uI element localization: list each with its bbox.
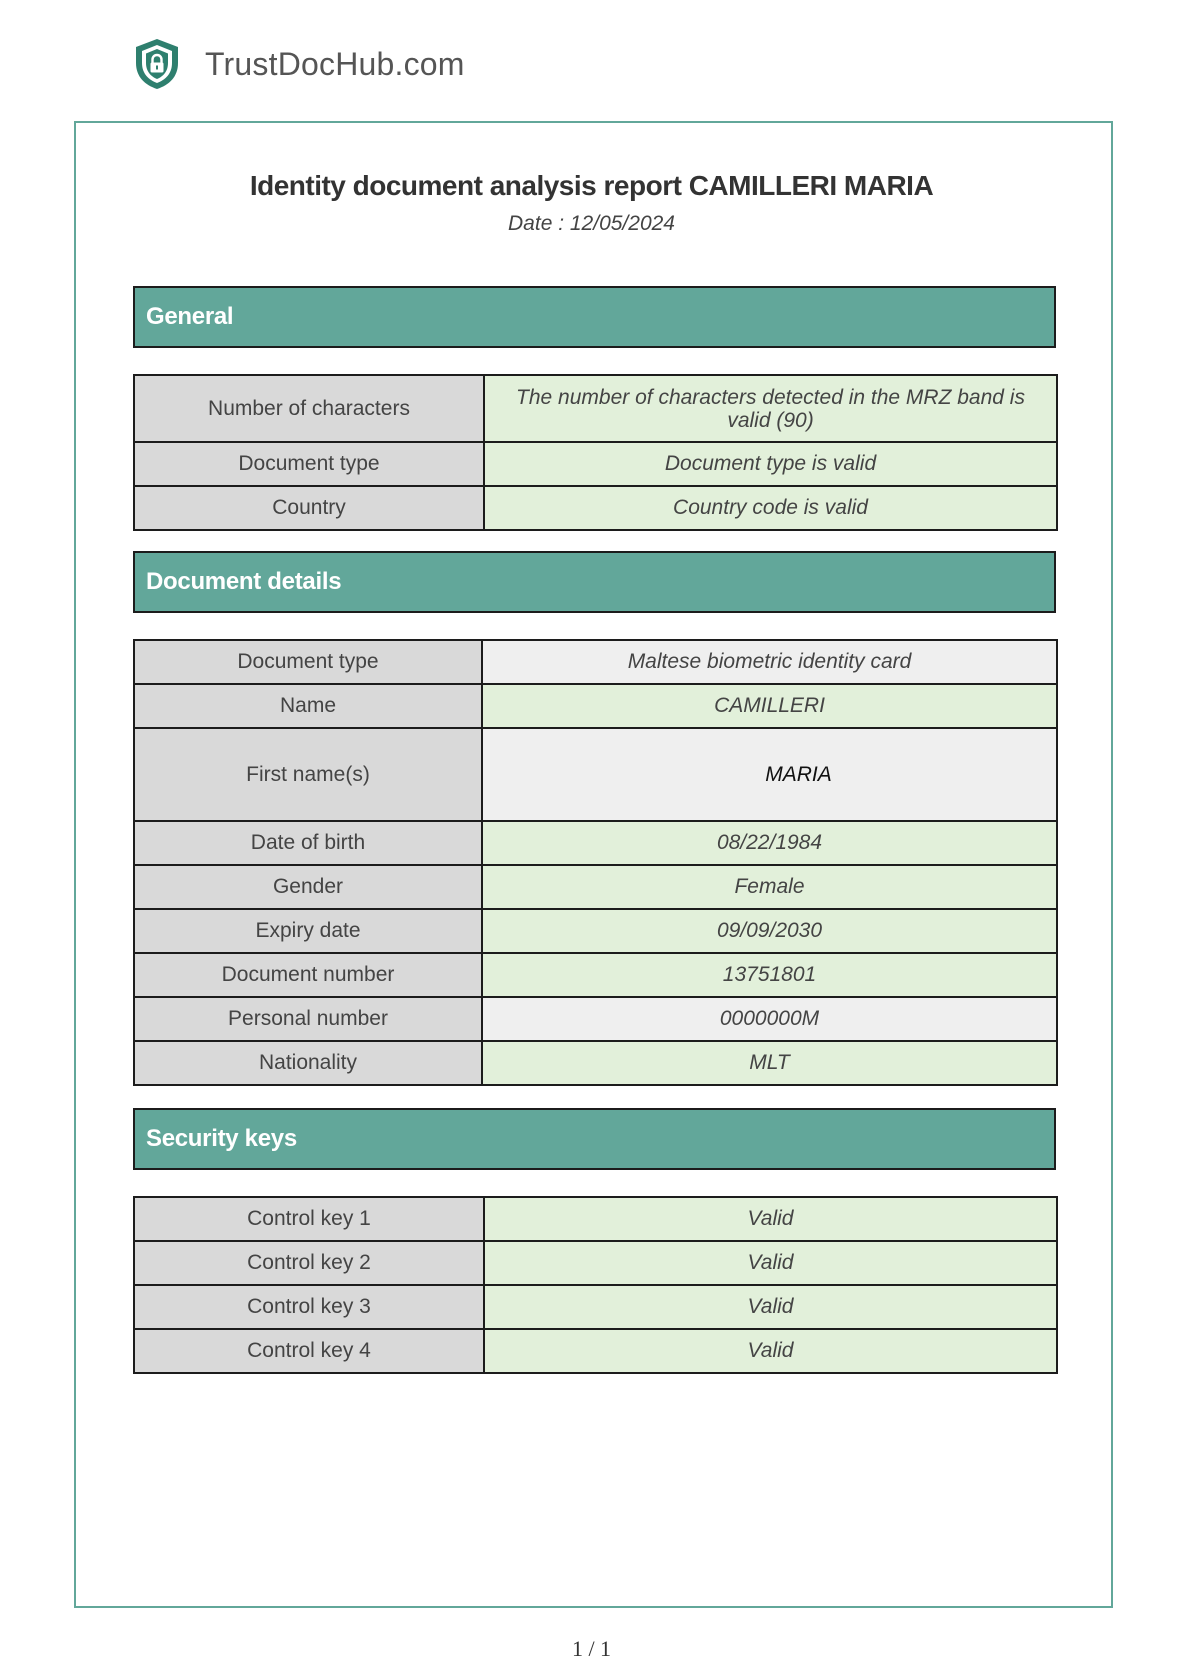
row-label: Expiry date <box>134 909 482 953</box>
row-value: MARIA <box>482 728 1057 821</box>
site-name: TrustDocHub.com <box>205 45 465 82</box>
row-value: CAMILLERI <box>482 684 1057 728</box>
section-header-document-details: Document details <box>133 551 1056 613</box>
row-value: 08/22/1984 <box>482 821 1057 865</box>
section-header-general: General <box>133 286 1056 348</box>
row-value: Country code is valid <box>484 486 1057 530</box>
table-row <box>134 486 1057 530</box>
row-label: Country <box>134 486 484 530</box>
row-value: The number of characters detected in the MRZ band is valid (90) <box>484 375 1057 442</box>
row-label: Control key 4 <box>134 1329 484 1373</box>
report-title: Identity document analysis report CAMILLERI MARIA <box>249 170 934 201</box>
section-header-security-keys: Security keys <box>133 1108 1056 1170</box>
row-label: Control key 3 <box>134 1285 484 1329</box>
row-label: Date of birth <box>134 821 482 865</box>
table-row <box>134 1197 1057 1241</box>
page-number: 1 / 1 <box>571 1636 612 1661</box>
row-label: Document type <box>134 442 484 486</box>
shield-lock-icon <box>133 37 181 91</box>
row-label: Control key 1 <box>134 1197 484 1241</box>
row-value: Valid <box>484 1285 1057 1329</box>
row-value: Maltese biometric identity card <box>482 640 1057 684</box>
row-label: Nationality <box>134 1041 482 1085</box>
row-value: Female <box>482 865 1057 909</box>
table-row <box>134 953 1057 997</box>
row-value: 13751801 <box>482 953 1057 997</box>
table-row <box>134 1041 1057 1085</box>
row-value: Valid <box>484 1197 1057 1241</box>
table-row <box>134 1241 1057 1285</box>
row-label: First name(s) <box>134 728 482 821</box>
table-row <box>134 997 1057 1041</box>
table-row <box>134 909 1057 953</box>
row-value: Document type is valid <box>484 442 1057 486</box>
table-row <box>134 684 1057 728</box>
table-row <box>134 1285 1057 1329</box>
table-row <box>134 865 1057 909</box>
row-label: Personal number <box>134 997 482 1041</box>
row-label: Name <box>134 684 482 728</box>
table-row <box>134 442 1057 486</box>
security-table <box>133 1196 1058 1374</box>
row-value: 09/09/2030 <box>482 909 1057 953</box>
row-value: Valid <box>484 1329 1057 1373</box>
report-date: Date : 12/05/2024 <box>508 212 675 235</box>
table-row <box>134 375 1057 442</box>
table-row <box>134 821 1057 865</box>
table-row <box>134 1329 1057 1373</box>
row-label: Control key 2 <box>134 1241 484 1285</box>
table-row <box>134 640 1057 684</box>
row-value: MLT <box>482 1041 1057 1085</box>
site-logo <box>133 37 465 91</box>
row-value: Valid <box>484 1241 1057 1285</box>
row-label: Gender <box>134 865 482 909</box>
details-table <box>133 639 1058 1086</box>
table-row <box>134 728 1057 821</box>
row-value: 0000000M <box>482 997 1057 1041</box>
general-table <box>133 374 1058 531</box>
row-label: Number of characters <box>134 375 484 442</box>
row-label: Document number <box>134 953 482 997</box>
row-label: Document type <box>134 640 482 684</box>
